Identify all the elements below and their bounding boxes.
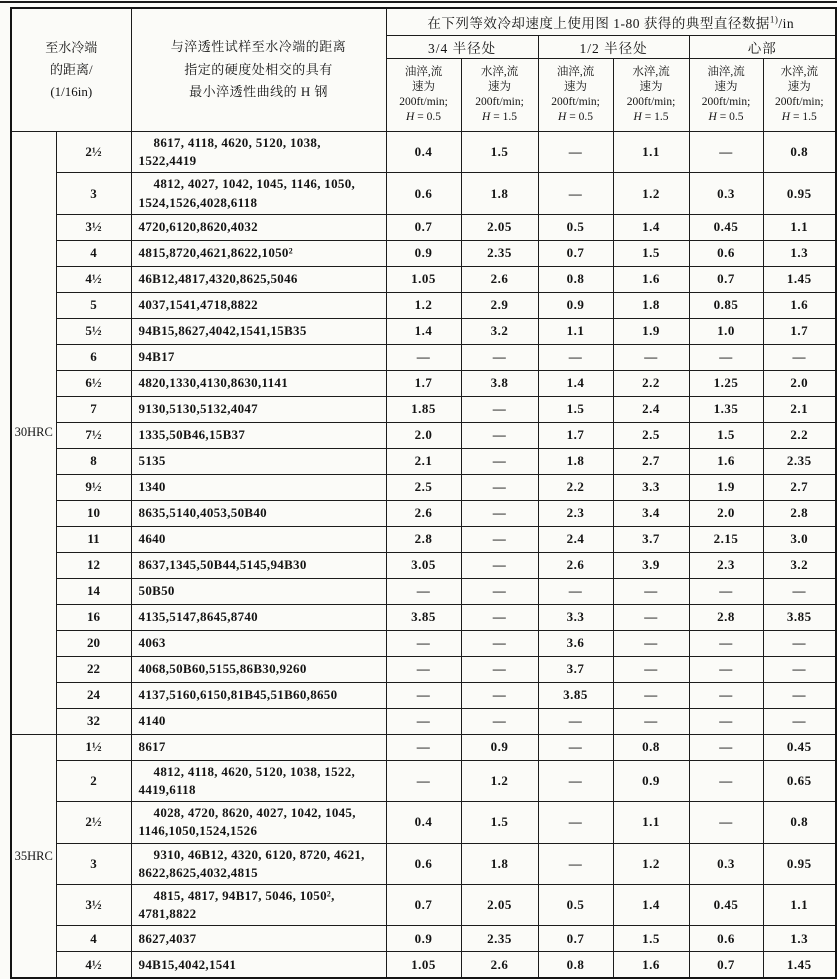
diameter-value-cell: — [538, 802, 613, 843]
diameter-value-cell: — [386, 682, 461, 708]
diameter-value-cell: 1.1 [613, 802, 689, 843]
table-row [11, 318, 836, 344]
steel-list-cell: 8635,5140,4053,50B40 [131, 500, 386, 526]
steel-list-cell: 5135 [131, 448, 386, 474]
steel-list-cell: 4812, 4027, 1042, 1045, 1146, 1050, 1524,1526,4028,6118 [131, 173, 386, 214]
diameter-value-cell: — [461, 604, 538, 630]
diameter-value-cell: 1.5 [461, 802, 538, 843]
diameter-value-cell: — [538, 843, 613, 884]
diameter-value-cell: 0.4 [386, 132, 461, 173]
diameter-value-cell: 3.0 [763, 526, 836, 552]
table-row [11, 734, 836, 760]
diameter-value-cell: — [689, 708, 763, 734]
steel-list-cell: 9310, 46B12, 4320, 6120, 8720, 4621, 8622,8625,4032,4815 [131, 843, 386, 884]
diameter-value-cell: 2.05 [461, 214, 538, 240]
steel-list-cell: 4135,5147,8645,8740 [131, 604, 386, 630]
diameter-value-cell: — [763, 578, 836, 604]
distance-cell: 6 [56, 344, 131, 370]
diameter-value-cell: 2.7 [613, 448, 689, 474]
steel-header-line: 指定的硬度处相交的具有 [184, 61, 333, 77]
distance-column-header [11, 8, 131, 132]
diameter-value-cell: — [461, 630, 538, 656]
steel-header-line: 最小淬透性曲线的 H 钢 [189, 84, 328, 100]
diameter-value-cell: 2.4 [538, 526, 613, 552]
diameter-value-cell: 1.6 [689, 448, 763, 474]
diameter-value-cell: 2.0 [763, 370, 836, 396]
distance-cell: 9½ [56, 474, 131, 500]
diameter-value-cell: 1.2 [386, 292, 461, 318]
diameter-value-cell: 2.8 [763, 500, 836, 526]
diameter-value-cell: — [613, 708, 689, 734]
diameter-value-cell: 1.05 [386, 266, 461, 292]
hardness-group-label: 35HRC [11, 734, 56, 978]
diameter-value-cell: — [386, 656, 461, 682]
diameter-value-cell: — [689, 734, 763, 760]
diameter-value-cell: 1.8 [538, 448, 613, 474]
radius-header-3-4: 3/4 半径处 [386, 36, 538, 59]
table-row [11, 292, 836, 318]
table-title-unit: /in [778, 16, 795, 31]
diameter-value-cell: 0.4 [386, 802, 461, 843]
table-header [11, 8, 836, 132]
diameter-value-cell: 2.2 [613, 370, 689, 396]
quench-col-header-oil: 油淬,流 速为 200ft/min; H = 0.5 [689, 59, 763, 132]
steel-list-cell: 9130,5130,5132,4047 [131, 396, 386, 422]
diameter-value-cell: 2.5 [386, 474, 461, 500]
diameter-value-cell: — [461, 396, 538, 422]
diameter-value-cell: 2.9 [461, 292, 538, 318]
diameter-value-cell: — [386, 734, 461, 760]
diameter-value-cell: 3.3 [538, 604, 613, 630]
distance-cell: 2½ [56, 132, 131, 173]
diameter-value-cell: 2.05 [461, 884, 538, 925]
diameter-value-cell: 2.5 [613, 422, 689, 448]
diameter-value-cell: 1.2 [613, 173, 689, 214]
diameter-value-cell: 1.3 [763, 240, 836, 266]
steel-list-cell: 8637,1345,50B44,5145,94B30 [131, 552, 386, 578]
diameter-value-cell: 1.1 [538, 318, 613, 344]
table-row [11, 802, 836, 843]
diameter-value-cell: 2.1 [763, 396, 836, 422]
diameter-value-cell: 0.6 [386, 173, 461, 214]
table-row [11, 500, 836, 526]
distance-cell: 1½ [56, 734, 131, 760]
diameter-value-cell: 1.4 [386, 318, 461, 344]
diameter-value-cell: 0.95 [763, 843, 836, 884]
diameter-value-cell: 0.8 [538, 952, 613, 979]
diameter-value-cell: 1.6 [613, 266, 689, 292]
diameter-value-cell: 1.4 [538, 370, 613, 396]
diameter-value-cell: 2.8 [386, 526, 461, 552]
diameter-value-cell: 0.7 [538, 240, 613, 266]
diameter-value-cell: — [613, 344, 689, 370]
table-body [11, 132, 836, 979]
diameter-value-cell: 1.7 [763, 318, 836, 344]
diameter-value-cell: — [689, 682, 763, 708]
diameter-value-cell: — [461, 682, 538, 708]
diameter-value-cell: — [386, 578, 461, 604]
steel-list-cell: 8617 [131, 734, 386, 760]
diameter-value-cell: — [613, 682, 689, 708]
table-title-text: 在下列等效冷却速度上使用图 1-80 获得的典型直径数据 [427, 16, 770, 31]
table-row [11, 604, 836, 630]
distance-cell: 16 [56, 604, 131, 630]
table-row [11, 422, 836, 448]
page-top-rule [0, 1, 837, 3]
diameter-value-cell: 3.85 [538, 682, 613, 708]
diameter-value-cell: 0.6 [689, 926, 763, 952]
steel-list-cell: 4137,5160,6150,81B45,51B60,8650 [131, 682, 386, 708]
diameter-value-cell: 0.8 [538, 266, 613, 292]
diameter-value-cell: 0.65 [763, 760, 836, 801]
distance-cell: 7 [56, 396, 131, 422]
diameter-value-cell: 0.8 [613, 734, 689, 760]
diameter-value-cell: — [613, 630, 689, 656]
diameter-value-cell: — [763, 708, 836, 734]
table-row [11, 682, 836, 708]
diameter-value-cell: 1.25 [689, 370, 763, 396]
diameter-value-cell: — [461, 422, 538, 448]
distance-header-line: 至水冷端 [45, 39, 98, 55]
diameter-value-cell: 0.8 [763, 802, 836, 843]
radius-header-center: 心部 [689, 36, 836, 59]
table-row [11, 370, 836, 396]
distance-cell: 22 [56, 656, 131, 682]
distance-cell: 3½ [56, 884, 131, 925]
diameter-value-cell: 2.35 [461, 926, 538, 952]
steel-list-cell: 50B50 [131, 578, 386, 604]
diameter-value-cell: 1.4 [613, 214, 689, 240]
distance-cell: 2 [56, 760, 131, 801]
diameter-value-cell: — [613, 656, 689, 682]
table-row [11, 344, 836, 370]
diameter-value-cell: 0.6 [386, 843, 461, 884]
diameter-value-cell: 3.8 [461, 370, 538, 396]
quench-col-header-water: 水淬,流 速为 200ft/min; H = 1.5 [613, 59, 689, 132]
diameter-value-cell: — [461, 552, 538, 578]
diameter-value-cell: 1.6 [613, 952, 689, 979]
distance-cell: 24 [56, 682, 131, 708]
diameter-value-cell: 1.8 [461, 173, 538, 214]
diameter-value-cell: — [538, 344, 613, 370]
diameter-value-cell: 2.6 [461, 266, 538, 292]
table-row [11, 173, 836, 214]
diameter-value-cell: — [538, 734, 613, 760]
diameter-value-cell: 1.5 [613, 240, 689, 266]
table-row [11, 952, 836, 979]
diameter-value-cell: 0.9 [613, 760, 689, 801]
diameter-value-cell: — [386, 630, 461, 656]
diameter-value-cell: — [763, 656, 836, 682]
diameter-value-cell: 1.0 [689, 318, 763, 344]
distance-cell: 3 [56, 843, 131, 884]
table-row [11, 396, 836, 422]
diameter-value-cell: 2.0 [386, 422, 461, 448]
diameter-value-cell: 3.85 [386, 604, 461, 630]
distance-cell: 20 [56, 630, 131, 656]
diameter-value-cell: 0.7 [386, 884, 461, 925]
distance-cell: 4 [56, 240, 131, 266]
diameter-value-cell: 1.7 [386, 370, 461, 396]
diameter-value-cell: 2.15 [689, 526, 763, 552]
diameter-value-cell: 1.05 [386, 952, 461, 979]
diameter-value-cell: 0.6 [689, 240, 763, 266]
table-row [11, 214, 836, 240]
diameter-value-cell: — [461, 344, 538, 370]
diameter-value-cell: 3.7 [538, 656, 613, 682]
table-row [11, 132, 836, 173]
steel-list-cell: 4028, 4720, 8620, 4027, 1042, 1045, 1146,1050,1524,1526 [131, 802, 386, 843]
distance-cell: 10 [56, 500, 131, 526]
diameter-value-cell: 3.2 [461, 318, 538, 344]
diameter-value-cell: 1.9 [689, 474, 763, 500]
distance-cell: 3½ [56, 214, 131, 240]
steel-list-cell: 4820,1330,4130,8630,1141 [131, 370, 386, 396]
diameter-value-cell: 2.8 [689, 604, 763, 630]
quench-col-header-oil: 油淬,流 速为 200ft/min; H = 0.5 [538, 59, 613, 132]
diameter-value-cell: 3.05 [386, 552, 461, 578]
diameter-value-cell: 2.35 [763, 448, 836, 474]
table-row [11, 630, 836, 656]
steel-header-line: 与淬透性试样至水冷端的距离 [170, 38, 347, 54]
distance-cell: 12 [56, 552, 131, 578]
diameter-value-cell: 2.2 [763, 422, 836, 448]
diameter-value-cell: 0.45 [689, 884, 763, 925]
table-row [11, 926, 836, 952]
diameter-value-cell: 2.3 [689, 552, 763, 578]
diameter-value-cell: — [538, 578, 613, 604]
diameter-value-cell: 1.8 [461, 843, 538, 884]
diameter-value-cell: — [461, 500, 538, 526]
diameter-value-cell: 2.6 [461, 952, 538, 979]
diameter-value-cell: — [689, 344, 763, 370]
steel-list-cell: 1340 [131, 474, 386, 500]
diameter-value-cell: — [613, 578, 689, 604]
diameter-value-cell: 0.7 [689, 266, 763, 292]
diameter-value-cell: — [538, 708, 613, 734]
radius-header-1-2: 1/2 半径处 [538, 36, 689, 59]
distance-cell: 4½ [56, 266, 131, 292]
diameter-value-cell: 0.9 [461, 734, 538, 760]
diameter-value-cell: 2.2 [538, 474, 613, 500]
diameter-value-cell: — [461, 526, 538, 552]
quench-col-header-oil: 油淬,流 速为 200ft/min; H = 0.5 [386, 59, 461, 132]
diameter-value-cell: — [461, 656, 538, 682]
table-row [11, 552, 836, 578]
diameter-value-cell: — [538, 760, 613, 801]
diameter-value-cell: 1.1 [763, 214, 836, 240]
footnote-marker: 1) [769, 14, 779, 25]
diameter-value-cell: 2.4 [613, 396, 689, 422]
table-row [11, 760, 836, 801]
steel-list-cell: 4063 [131, 630, 386, 656]
diameter-value-cell: 1.5 [461, 132, 538, 173]
distance-cell: 8 [56, 448, 131, 474]
diameter-value-cell: 0.45 [689, 214, 763, 240]
diameter-value-cell: — [461, 448, 538, 474]
table-row [11, 708, 836, 734]
distance-cell: 2½ [56, 802, 131, 843]
quench-col-header-water: 水淬,流 速为 200ft/min; H = 1.5 [763, 59, 836, 132]
diameter-value-cell: — [538, 173, 613, 214]
diameter-value-cell: 1.9 [613, 318, 689, 344]
diameter-value-cell: 0.45 [763, 734, 836, 760]
diameter-value-cell: 1.85 [386, 396, 461, 422]
diameter-value-cell: 0.7 [538, 926, 613, 952]
distance-cell: 11 [56, 526, 131, 552]
diameter-value-cell: 2.1 [386, 448, 461, 474]
diameter-value-cell: 3.9 [613, 552, 689, 578]
steel-list-cell: 4815,8720,4621,8622,1050² [131, 240, 386, 266]
steel-list-cell: 4720,6120,8620,4032 [131, 214, 386, 240]
diameter-value-cell: 1.4 [613, 884, 689, 925]
steel-list-cell: 4068,50B60,5155,86B30,9260 [131, 656, 386, 682]
diameter-value-cell: 1.5 [613, 926, 689, 952]
diameter-value-cell: 0.5 [538, 214, 613, 240]
table-row [11, 843, 836, 884]
diameter-value-cell: — [461, 474, 538, 500]
diameter-value-cell: — [386, 344, 461, 370]
diameter-value-cell: — [461, 708, 538, 734]
distance-cell: 32 [56, 708, 131, 734]
steel-list-cell: 4815, 4817, 94B17, 5046, 1050², 4781,8822 [131, 884, 386, 925]
diameter-value-cell: 2.7 [763, 474, 836, 500]
diameter-value-cell: 3.2 [763, 552, 836, 578]
steel-list-cell: 4037,1541,4718,8822 [131, 292, 386, 318]
diameter-value-cell: 0.3 [689, 843, 763, 884]
diameter-value-cell: 3.85 [763, 604, 836, 630]
diameter-value-cell: 0.9 [538, 292, 613, 318]
distance-header-line: 的距离/ [49, 61, 93, 77]
diameter-value-cell: 2.6 [386, 500, 461, 526]
table-row [11, 240, 836, 266]
diameter-value-cell: 1.6 [763, 292, 836, 318]
diameter-value-cell: 0.3 [689, 173, 763, 214]
diameter-value-cell: 1.1 [763, 884, 836, 925]
diameter-value-cell: 1.3 [763, 926, 836, 952]
distance-cell: 7½ [56, 422, 131, 448]
diameter-value-cell: 2.6 [538, 552, 613, 578]
table-row [11, 448, 836, 474]
diameter-value-cell: 0.9 [386, 240, 461, 266]
diameter-value-cell: 1.7 [538, 422, 613, 448]
table-row [11, 526, 836, 552]
diameter-value-cell: — [763, 344, 836, 370]
steel-list-cell: 1335,50B46,15B37 [131, 422, 386, 448]
distance-header-line: (1/16in) [50, 84, 93, 100]
diameter-value-cell: — [386, 708, 461, 734]
diameter-value-cell: 1.45 [763, 266, 836, 292]
diameter-value-cell: — [386, 760, 461, 801]
steel-list-cell: 4140 [131, 708, 386, 734]
diameter-value-cell: 1.2 [461, 760, 538, 801]
quench-col-header-water: 水淬,流 速为 200ft/min; H = 1.5 [461, 59, 538, 132]
steel-list-cell: 94B15,4042,1541 [131, 952, 386, 979]
diameter-value-cell: 3.7 [613, 526, 689, 552]
table-row [11, 578, 836, 604]
distance-cell: 4 [56, 926, 131, 952]
diameter-value-cell: — [538, 132, 613, 173]
diameter-value-cell: 1.2 [613, 843, 689, 884]
steel-list-cell: 8627,4037 [131, 926, 386, 952]
diameter-value-cell: 1.45 [763, 952, 836, 979]
distance-cell: 5 [56, 292, 131, 318]
diameter-value-cell: — [689, 132, 763, 173]
diameter-value-cell: — [461, 578, 538, 604]
distance-cell: 5½ [56, 318, 131, 344]
diameter-value-cell: 0.95 [763, 173, 836, 214]
distance-cell: 4½ [56, 952, 131, 979]
diameter-value-cell: — [689, 802, 763, 843]
steel-list-cell: 8617, 4118, 4620, 5120, 1038, 1522,4419 [131, 132, 386, 173]
diameter-value-cell: — [689, 578, 763, 604]
diameter-value-cell: — [689, 656, 763, 682]
diameter-value-cell: — [613, 604, 689, 630]
steel-list-cell: 4640 [131, 526, 386, 552]
diameter-value-cell: 0.7 [386, 214, 461, 240]
table-row [11, 656, 836, 682]
hardenability-table [10, 7, 837, 979]
diameter-value-cell: 0.5 [538, 884, 613, 925]
steel-list-cell: 46B12,4817,4320,8625,5046 [131, 266, 386, 292]
diameter-value-cell: — [689, 760, 763, 801]
diameter-value-cell: 2.35 [461, 240, 538, 266]
diameter-value-cell: 2.0 [689, 500, 763, 526]
diameter-value-cell: 1.8 [613, 292, 689, 318]
diameter-value-cell: 3.3 [613, 474, 689, 500]
diameter-value-cell: 0.85 [689, 292, 763, 318]
table-row [11, 474, 836, 500]
diameter-value-cell: — [763, 682, 836, 708]
diameter-value-cell: 0.7 [689, 952, 763, 979]
diameter-value-cell: 1.35 [689, 396, 763, 422]
distance-cell: 3 [56, 173, 131, 214]
steel-list-cell: 94B15,8627,4042,1541,15B35 [131, 318, 386, 344]
diameter-value-cell: 2.3 [538, 500, 613, 526]
diameter-value-cell: 1.5 [538, 396, 613, 422]
diameter-value-cell: 1.5 [689, 422, 763, 448]
diameter-value-cell: — [763, 630, 836, 656]
steel-list-cell: 4812, 4118, 4620, 5120, 1038, 1522, 4419,6118 [131, 760, 386, 801]
steel-list-cell: 94B17 [131, 344, 386, 370]
table-title [386, 8, 836, 36]
distance-cell: 14 [56, 578, 131, 604]
steel-column-header [131, 8, 386, 132]
diameter-value-cell: 3.6 [538, 630, 613, 656]
table-row [11, 884, 836, 925]
diameter-value-cell: 0.8 [763, 132, 836, 173]
table-row [11, 266, 836, 292]
diameter-value-cell: 1.1 [613, 132, 689, 173]
distance-cell: 6½ [56, 370, 131, 396]
diameter-value-cell: 0.9 [386, 926, 461, 952]
diameter-value-cell: 3.4 [613, 500, 689, 526]
diameter-value-cell: — [689, 630, 763, 656]
hardness-group-label: 30HRC [11, 132, 56, 735]
